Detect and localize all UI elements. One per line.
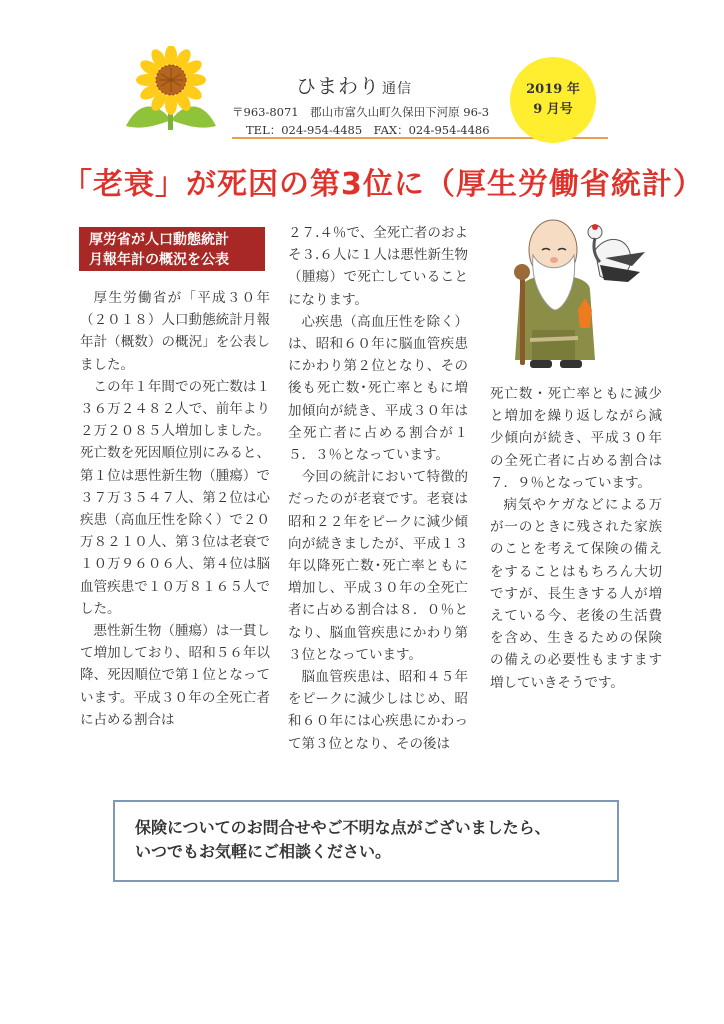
subheading-line-1: 厚労省が人口動態統計: [89, 232, 229, 248]
issue-date-badge: [510, 57, 596, 143]
address: 〒963-8071 郡山市富久山町久保田下河原 96-3: [232, 105, 490, 119]
paragraph: 今回の統計において特徴的だったのが老衰です。老衰は昭和２２年をピークに減少傾向が続きましたが、平成１３年以降死亡数･死亡率ともに増加し、平成３０年の全死亡者に占める割合は８．０％となり、脳血管疾患にかわり第３位となっています。: [288, 469, 468, 663]
contact-box: [113, 800, 619, 882]
article-column-3: [490, 383, 662, 694]
brand-name-suffix: 通信: [382, 81, 412, 97]
issue-month: 9 月号: [533, 102, 573, 117]
issue-year: 2019 年: [526, 82, 580, 97]
jurojin-crane-illustration: [500, 210, 650, 375]
phone-fax: TEL：024-954-4485 FAX：024-954-4486: [246, 123, 490, 137]
sunflower-logo: [116, 46, 226, 138]
brand-name-main: ひまわり: [296, 74, 380, 98]
page-title: 「老衰」が死因の第3位に（厚生労働省統計）: [62, 167, 704, 202]
paragraph: ２７.４％で、全死亡者のおよそ３.６人に１人は悪性新生物（腫瘍）で死亡していることになります。: [288, 225, 468, 308]
contact-line-2: いつでもお気軽にご相談ください。: [135, 842, 392, 861]
article-column-1: [80, 287, 270, 731]
paragraph: 心疾患（高血圧性を除く）は、昭和６０年に脳血管疾患にかわり第２位となり、その後も死亡数･死亡率ともに増加傾向が続き、平成３０年は全死亡者に占める割合が１５．３％となっています。: [288, 313, 468, 464]
paragraph: この年１年間での死亡数は１３６万２４８２人で、前年より２万２０８５人増加しました。死亡数を死因順位別にみると、第１位は悪性新生物（腫瘍）で３７万３５４７人、第２位は心疾患（高血圧性を除く）で２０万８２１０人、第３位は老衰で１０万９６０６人、第４位は脳血管疾患で１０万８１６５人でした。: [80, 378, 270, 617]
paragraph: 死亡数・死亡率ともに減少と増加を繰り返しながら減少傾向が続き、平成３０年の全死亡者に占める割合は７．９％となっています。: [490, 386, 662, 491]
contact-line-1: 保険についてのお問合せやご不明な点がございましたら、: [135, 818, 551, 837]
section-subheading: [79, 227, 265, 271]
paragraph: 病気やケガなどによる万が一のときに残された家族のことを考えて保険の備えをすることはもちろん大切ですが、長生きする人が増えている今、老後の生活費を含め、生きるための保険の備えの必要性もますます増していきそうです。: [490, 497, 662, 691]
brand-name: [296, 70, 412, 99]
paragraph: 悪性新生物（腫瘍）は一貫して増加しており、昭和５６年以降、死因順位で第１位となっています。平成３０年の全死亡者に占める割合は: [80, 623, 270, 728]
paragraph: 脳血管疾患は、昭和４５年をピークに減少しはじめ、昭和６０年には心疾患にかわって第３位となり、その後は: [288, 669, 468, 752]
paragraph: 厚生労働省が「平成３０年（２０１８）人口動態統計月報年計（概数）の概況」を公表しました。: [80, 290, 270, 373]
article-column-2: [288, 222, 468, 755]
subheading-line-2: 月報年計の概況を公表: [89, 252, 229, 268]
